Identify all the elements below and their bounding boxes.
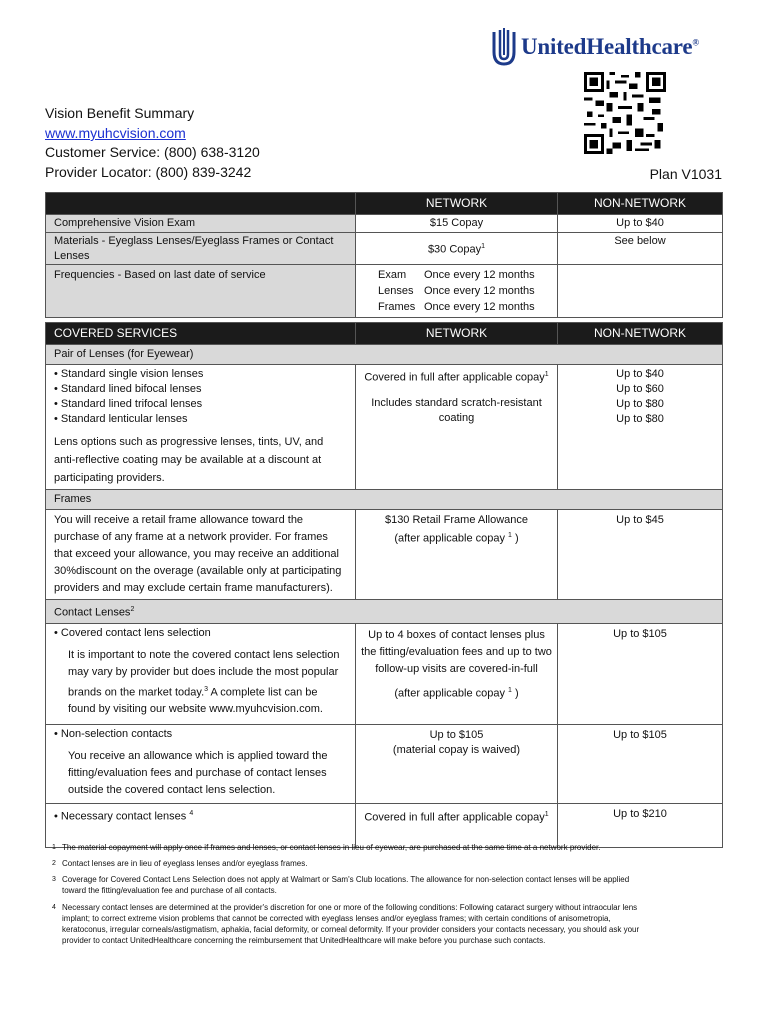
- footnote: 1 The material copayment will apply once if frames and lenses, or contact lenses in lieu of eyewear, are purchased at the same time at a network provider.: [52, 843, 601, 852]
- freq-item: Frames: [378, 301, 416, 313]
- freq-value: Once every 12 months: [424, 285, 535, 297]
- footnote: 4 Necessary contact lenses are determined at the provider's discretion for one or more of the following conditions: Following cataract surgery without intraocular lens implant; to correct extreme vision problems that cannot be corrected with eyeglass lenses and/or eyeglass frames; with certain conditions of anisometropia, keratoconus, irregular corneals/astigmatism, aphakia, facial deformity, or corneal deformity. If your provider considers your contacts necessary, you should ask your provider to contact UnitedHealthcare concerning the reimbursement that UnitedHealthcare will make before you purchase such contacts.: [52, 903, 640, 945]
- footnotes: [52, 842, 642, 951]
- lenses-non-network: [558, 365, 723, 490]
- lenses-description: [46, 365, 356, 490]
- frequencies-non-network: [558, 265, 723, 318]
- column-header-covered-services: COVERED SERVICES: [46, 323, 356, 345]
- table-row: [46, 215, 723, 233]
- table-row: [46, 365, 723, 490]
- exam-label: Comprehensive Vision Exam: [46, 215, 356, 233]
- column-header-non-network: NON-NETWORK: [558, 323, 723, 345]
- freq-value: Once every 12 months: [424, 301, 535, 313]
- frames-network: $130 Retail Frame Allowance (after applicable copay $^1$ ): [356, 510, 558, 600]
- non-selection-contacts-network: Up to $105 (material copay is waived): [356, 725, 558, 804]
- covered-services-table: [45, 322, 723, 848]
- covered-contacts-network: Up to 4 boxes of contact lenses plus the fitting/evaluation fees and up to two follow-up visits are covered-in-full (after applicable copay $^1$ ): [356, 623, 558, 725]
- freq-item: Lenses: [378, 285, 414, 297]
- section-row-contacts: [46, 600, 723, 624]
- uhc-shield-icon: [492, 28, 516, 66]
- lens-options-text: Lens options such as progressive lenses, tints, UV, and anti-reflective coating may be available at a discount at participating providers.: [54, 436, 324, 484]
- covered-contacts-description: • Covered contact lens selection It is important to note the covered contact lens selection may vary by provider but does include the most popular brands on the market today.$^3$ A complete list can be found by visiting our website www.myuhcvision.com.: [46, 623, 356, 725]
- exam-network: $15 Copay: [356, 215, 558, 233]
- frequencies-label: Frequencies - Based on last date of service: [46, 265, 356, 318]
- necessary-contacts-label: • Necessary contact lenses $^4$: [46, 804, 356, 848]
- materials-non-network: See below: [558, 233, 723, 265]
- frames-description: You will receive a retail frame allowance toward the purchase of any frame at a network provider. For frames that exceed your allowance, you may receive an additional 30%discount on the overage (available only at participating providers and may exclude certain frame manufacturers).: [46, 510, 356, 600]
- unitedhealthcare-logo: [492, 28, 699, 66]
- footnote: 3 Coverage for Covered Contact Lens Selection does not apply at Walmart or Sam's Club locations. The allowance for non-selection contact lenses will be applied toward the fitting/evaluation fee and purchase of all contacts.: [52, 875, 630, 895]
- necessary-contacts-non-network: Up to $210: [558, 804, 723, 848]
- list-item: Up to $80: [616, 398, 664, 410]
- table-row: [46, 725, 723, 804]
- table-header-row: [46, 323, 723, 345]
- freq-value: Once every 12 months: [424, 269, 535, 281]
- column-header-network: NETWORK: [356, 323, 558, 345]
- lenses-network: Covered in full after applicable copay$^1$ Includes standard scratch-resistant coating: [356, 365, 558, 490]
- section-title: Contact Lenses$^2$: [46, 600, 723, 624]
- list-item: • Standard lined bifocal lenses: [54, 383, 202, 395]
- materials-label: Materials - Eyeglass Lenses/Eyeglass Frames or Contact Lenses: [46, 233, 356, 265]
- list-item: Up to $40: [616, 368, 664, 380]
- non-selection-contacts-non-network: Up to $105: [558, 725, 723, 804]
- frames-non-network: Up to $45: [558, 510, 723, 600]
- section-title: Frames: [46, 490, 723, 510]
- section-title: Pair of Lenses (for Eyewear): [46, 345, 723, 365]
- benefit-summary-table: [45, 192, 723, 318]
- qr-code[interactable]: [580, 72, 670, 154]
- list-item: Up to $60: [616, 383, 664, 395]
- freq-item: Exam: [378, 269, 407, 281]
- frequencies-network: [356, 265, 558, 318]
- footnote: 2 Contact lenses are in lieu of eyeglass lenses and/or eyeglass frames.: [52, 859, 308, 868]
- materials-network: $30 Copay$^1$: [356, 233, 558, 265]
- provider-locator-phone: Provider Locator: (800) 839-3242: [45, 164, 252, 180]
- table-row: [46, 623, 723, 725]
- page-title: Vision Benefit Summary: [45, 105, 195, 121]
- list-item: • Standard lined trifocal lenses: [54, 398, 203, 410]
- column-header-blank: [46, 193, 356, 215]
- list-item: Up to $80: [616, 413, 664, 425]
- section-row-lenses: [46, 345, 723, 365]
- covered-contacts-non-network: Up to $105: [558, 623, 723, 725]
- necessary-contacts-network: Covered in full after applicable copay$^1$: [356, 804, 558, 848]
- column-header-network: NETWORK: [356, 193, 558, 215]
- non-selection-contacts-description: • Non-selection contacts You receive an allowance which is applied toward the fitting/evaluation fees and purchase of contact lenses outside the covered contact lens selection.: [46, 725, 356, 804]
- section-row-frames: [46, 490, 723, 510]
- list-item: • Standard single vision lenses: [54, 368, 204, 380]
- table-row: [46, 233, 723, 265]
- table-header-row: [46, 193, 723, 215]
- table-row: [46, 510, 723, 600]
- column-header-non-network: NON-NETWORK: [558, 193, 723, 215]
- customer-service-phone: Customer Service: (800) 638-3120: [45, 144, 260, 160]
- website-link[interactable]: www.myuhcvision.com: [45, 125, 186, 141]
- plan-number: Plan V1031: [649, 166, 722, 182]
- list-item: • Standard lenticular lenses: [54, 413, 188, 425]
- exam-non-network: Up to $40: [558, 215, 723, 233]
- brand-name: UnitedHealthcare®: [521, 34, 699, 59]
- table-row: [46, 265, 723, 318]
